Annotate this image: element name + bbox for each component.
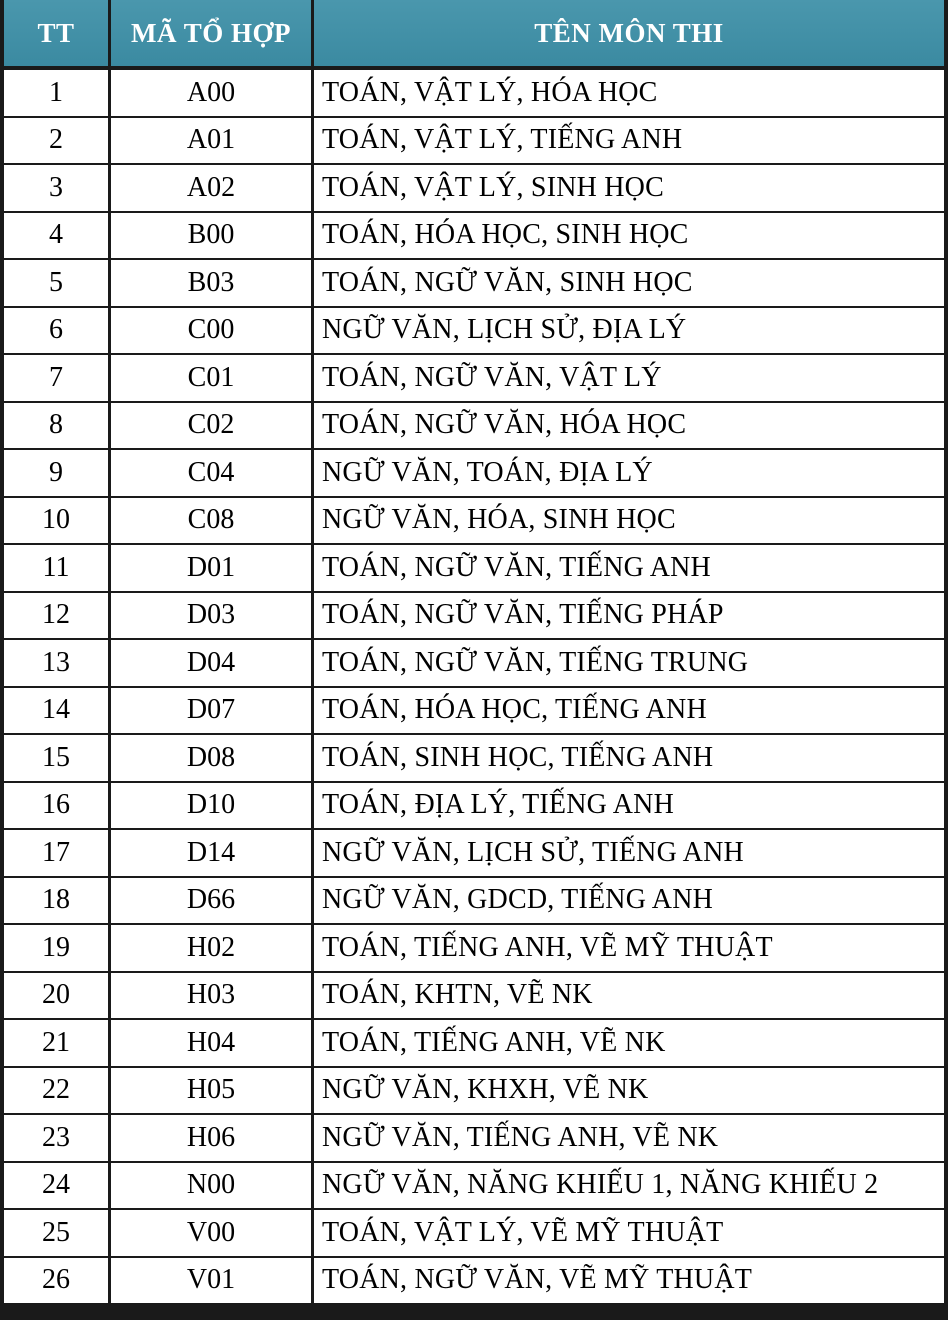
table-row xyxy=(4,1163,944,1211)
row-number: 25 xyxy=(4,1210,111,1258)
header-tt: TT xyxy=(4,0,111,66)
row-number: 11 xyxy=(4,545,111,593)
row-code: D01 xyxy=(111,545,314,593)
row-number: 16 xyxy=(4,783,111,831)
row-subjects: NGỮ VĂN, LỊCH SỬ, TIẾNG ANH xyxy=(314,830,944,878)
row-code: D04 xyxy=(111,640,314,688)
row-subjects: NGỮ VĂN, KHXH, VẼ NK xyxy=(314,1068,944,1116)
row-subjects: TOÁN, SINH HỌC, TIẾNG ANH xyxy=(314,735,944,783)
row-subjects: NGỮ VĂN, LỊCH SỬ, ĐỊA LÝ xyxy=(314,308,944,356)
table-row xyxy=(4,735,944,783)
row-code: N00 xyxy=(111,1163,314,1211)
row-code: H06 xyxy=(111,1115,314,1163)
row-code: H02 xyxy=(111,925,314,973)
row-code: D10 xyxy=(111,783,314,831)
row-subjects: NGỮ VĂN, GDCD, TIẾNG ANH xyxy=(314,878,944,926)
row-code: V01 xyxy=(111,1258,314,1306)
row-code: A02 xyxy=(111,165,314,213)
table-row xyxy=(4,783,944,831)
row-number: 7 xyxy=(4,355,111,403)
row-code: D03 xyxy=(111,593,314,641)
row-number: 6 xyxy=(4,308,111,356)
table-header xyxy=(4,0,944,70)
row-subjects: TOÁN, VẬT LÝ, HÓA HỌC xyxy=(314,70,944,118)
table-row xyxy=(4,1258,944,1306)
table-row xyxy=(4,878,944,926)
row-number: 10 xyxy=(4,498,111,546)
row-subjects: TOÁN, NGỮ VĂN, HÓA HỌC xyxy=(314,403,944,451)
table-row xyxy=(4,1115,944,1163)
row-number: 13 xyxy=(4,640,111,688)
row-subjects: TOÁN, NGỮ VĂN, TIẾNG PHÁP xyxy=(314,593,944,641)
row-number: 26 xyxy=(4,1258,111,1306)
table-row xyxy=(4,165,944,213)
row-number: 14 xyxy=(4,688,111,736)
row-code: A01 xyxy=(111,118,314,166)
row-code: B03 xyxy=(111,260,314,308)
row-number: 17 xyxy=(4,830,111,878)
row-subjects: TOÁN, NGỮ VĂN, VẬT LÝ xyxy=(314,355,944,403)
row-code: C04 xyxy=(111,450,314,498)
row-code: C08 xyxy=(111,498,314,546)
row-subjects: TOÁN, VẬT LÝ, SINH HỌC xyxy=(314,165,944,213)
row-subjects: TOÁN, TIẾNG ANH, VẼ MỸ THUẬT xyxy=(314,925,944,973)
table-row xyxy=(4,308,944,356)
row-subjects: NGỮ VĂN, TOÁN, ĐỊA LÝ xyxy=(314,450,944,498)
table-row xyxy=(4,973,944,1021)
table-row xyxy=(4,213,944,261)
row-number: 20 xyxy=(4,973,111,1021)
row-number: 12 xyxy=(4,593,111,641)
row-number: 3 xyxy=(4,165,111,213)
row-code: H03 xyxy=(111,973,314,1021)
row-subjects: NGỮ VĂN, TIẾNG ANH, VẼ NK xyxy=(314,1115,944,1163)
row-code: D07 xyxy=(111,688,314,736)
table-row xyxy=(4,260,944,308)
row-subjects: TOÁN, NGỮ VĂN, TIẾNG TRUNG xyxy=(314,640,944,688)
row-subjects: TOÁN, VẬT LÝ, TIẾNG ANH xyxy=(314,118,944,166)
row-code: C02 xyxy=(111,403,314,451)
table-row xyxy=(4,640,944,688)
row-number: 24 xyxy=(4,1163,111,1211)
row-subjects: TOÁN, HÓA HỌC, TIẾNG ANH xyxy=(314,688,944,736)
row-code: D08 xyxy=(111,735,314,783)
table-row xyxy=(4,925,944,973)
row-subjects: NGỮ VĂN, HÓA, SINH HỌC xyxy=(314,498,944,546)
row-code: C00 xyxy=(111,308,314,356)
row-code: A00 xyxy=(111,70,314,118)
row-number: 5 xyxy=(4,260,111,308)
row-code: V00 xyxy=(111,1210,314,1258)
row-number: 22 xyxy=(4,1068,111,1116)
table-row xyxy=(4,403,944,451)
row-subjects: TOÁN, NGỮ VĂN, VẼ MỸ THUẬT xyxy=(314,1258,944,1306)
row-code: D14 xyxy=(111,830,314,878)
table-row xyxy=(4,545,944,593)
table-row xyxy=(4,593,944,641)
row-number: 21 xyxy=(4,1020,111,1068)
row-number: 23 xyxy=(4,1115,111,1163)
row-number: 4 xyxy=(4,213,111,261)
header-code: MÃ TỔ HỢP xyxy=(111,0,314,66)
table-row xyxy=(4,118,944,166)
subject-combination-table xyxy=(4,0,944,1305)
table-body xyxy=(4,70,944,1305)
table-row xyxy=(4,1020,944,1068)
row-number: 1 xyxy=(4,70,111,118)
table-row xyxy=(4,830,944,878)
row-subjects: NGỮ VĂN, NĂNG KHIẾU 1, NĂNG KHIẾU 2 xyxy=(314,1163,944,1211)
row-subjects: TOÁN, VẬT LÝ, VẼ MỸ THUẬT xyxy=(314,1210,944,1258)
row-number: 18 xyxy=(4,878,111,926)
table-row xyxy=(4,1210,944,1258)
row-code: D66 xyxy=(111,878,314,926)
table-row xyxy=(4,1068,944,1116)
table-row xyxy=(4,450,944,498)
row-subjects: TOÁN, HÓA HỌC, SINH HỌC xyxy=(314,213,944,261)
row-code: H05 xyxy=(111,1068,314,1116)
table-row xyxy=(4,688,944,736)
row-number: 15 xyxy=(4,735,111,783)
row-code: B00 xyxy=(111,213,314,261)
row-number: 19 xyxy=(4,925,111,973)
row-subjects: TOÁN, NGỮ VĂN, TIẾNG ANH xyxy=(314,545,944,593)
row-number: 2 xyxy=(4,118,111,166)
table-row xyxy=(4,498,944,546)
table-row xyxy=(4,70,944,118)
row-code: C01 xyxy=(111,355,314,403)
header-name: TÊN MÔN THI xyxy=(314,0,944,66)
row-number: 9 xyxy=(4,450,111,498)
row-subjects: TOÁN, ĐỊA LÝ, TIẾNG ANH xyxy=(314,783,944,831)
row-number: 8 xyxy=(4,403,111,451)
row-code: H04 xyxy=(111,1020,314,1068)
table-row xyxy=(4,355,944,403)
row-subjects: TOÁN, TIẾNG ANH, VẼ NK xyxy=(314,1020,944,1068)
row-subjects: TOÁN, KHTN, VẼ NK xyxy=(314,973,944,1021)
subject-combination-table-frame xyxy=(4,0,944,1316)
row-subjects: TOÁN, NGỮ VĂN, SINH HỌC xyxy=(314,260,944,308)
